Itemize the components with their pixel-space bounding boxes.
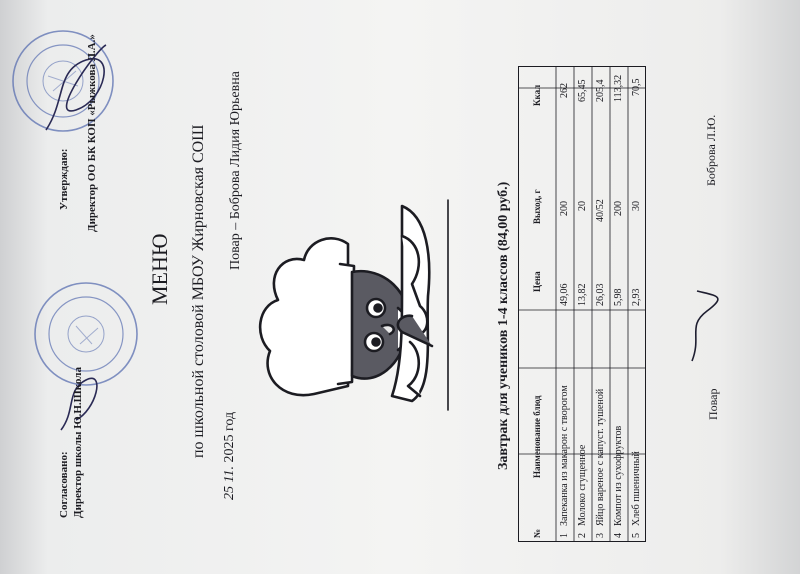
subtitle: по школьной столовой МБОУ Жирновская СОШ bbox=[190, 124, 207, 458]
chef-illustration bbox=[252, 196, 452, 414]
table-cell-kcal: 205,4 bbox=[595, 79, 606, 102]
table-cell-weight: 40/52 bbox=[595, 199, 606, 222]
table-cell-name: Хлеб пшеничный bbox=[631, 451, 642, 526]
table-cell-number: 2 bbox=[577, 533, 588, 538]
table-cell-kcal: 262 bbox=[559, 83, 570, 98]
agreed-label: Согласовано: bbox=[58, 451, 70, 518]
table-cell-price: 5,98 bbox=[613, 288, 624, 306]
date-line bbox=[222, 412, 238, 500]
table-cell-number: 3 bbox=[595, 533, 606, 538]
signature bbox=[682, 286, 722, 366]
column-header-price: Цена bbox=[532, 271, 542, 292]
table-cell-name: Компот из сухофруктов bbox=[613, 425, 624, 526]
table-cell-weight: 200 bbox=[559, 201, 570, 216]
table-cell-price: 26,03 bbox=[595, 283, 606, 306]
page-title: МЕНЮ bbox=[147, 233, 172, 305]
table-cell-name: Запеканка из макарон с творогом bbox=[559, 385, 570, 526]
table-cell-weight: 30 bbox=[631, 201, 642, 211]
table-cell-number: 5 bbox=[631, 533, 642, 538]
table-cell-kcal: 65,45 bbox=[577, 79, 588, 102]
table-cell-price: 2,93 bbox=[631, 288, 642, 306]
table-cell-price: 49,06 bbox=[559, 283, 570, 306]
date-month: 11. bbox=[222, 466, 237, 483]
table-cell-number: 1 bbox=[559, 533, 570, 538]
table-cell-number: 4 bbox=[613, 533, 624, 538]
table-cell-name: Молоко сгущенное bbox=[577, 444, 588, 526]
signature bbox=[36, 40, 116, 140]
approved-by: Директор ОО БК КОП «Рыжкова Л.А.» bbox=[86, 34, 98, 232]
table-cell-name: Яйцо вареное с капуст. тушеной bbox=[595, 388, 606, 526]
approved-label: Утверждаю: bbox=[58, 148, 70, 210]
footer-cook-label: Повар bbox=[706, 388, 720, 420]
meal-title: Завтрак для учеников 1-4 классов (84,00 руб.) bbox=[496, 181, 511, 470]
table-cell-price: 13,82 bbox=[577, 283, 588, 306]
footer-cook-name: Боброва Л.Ю. bbox=[704, 114, 718, 186]
column-header-number: № bbox=[532, 528, 542, 538]
table-cell-kcal: 113,32 bbox=[613, 74, 624, 102]
table-cell-weight: 20 bbox=[577, 201, 588, 211]
date-day: 25 bbox=[222, 486, 237, 500]
column-header-name: Наименование блюд bbox=[532, 395, 542, 478]
table-cell-kcal: 70,5 bbox=[631, 78, 642, 96]
cook-line: Повар – Боброва Лидия Юрьевна bbox=[228, 71, 243, 270]
agreed-by: Директор школы Ю.Н.Школа bbox=[72, 367, 84, 518]
table-cell-weight: 200 bbox=[613, 201, 624, 216]
menu-table bbox=[518, 66, 646, 542]
date-suffix: 2025 год bbox=[222, 411, 237, 463]
column-header-kcal: Ккал bbox=[532, 84, 542, 106]
column-header-weight: Выход, г bbox=[532, 189, 542, 224]
